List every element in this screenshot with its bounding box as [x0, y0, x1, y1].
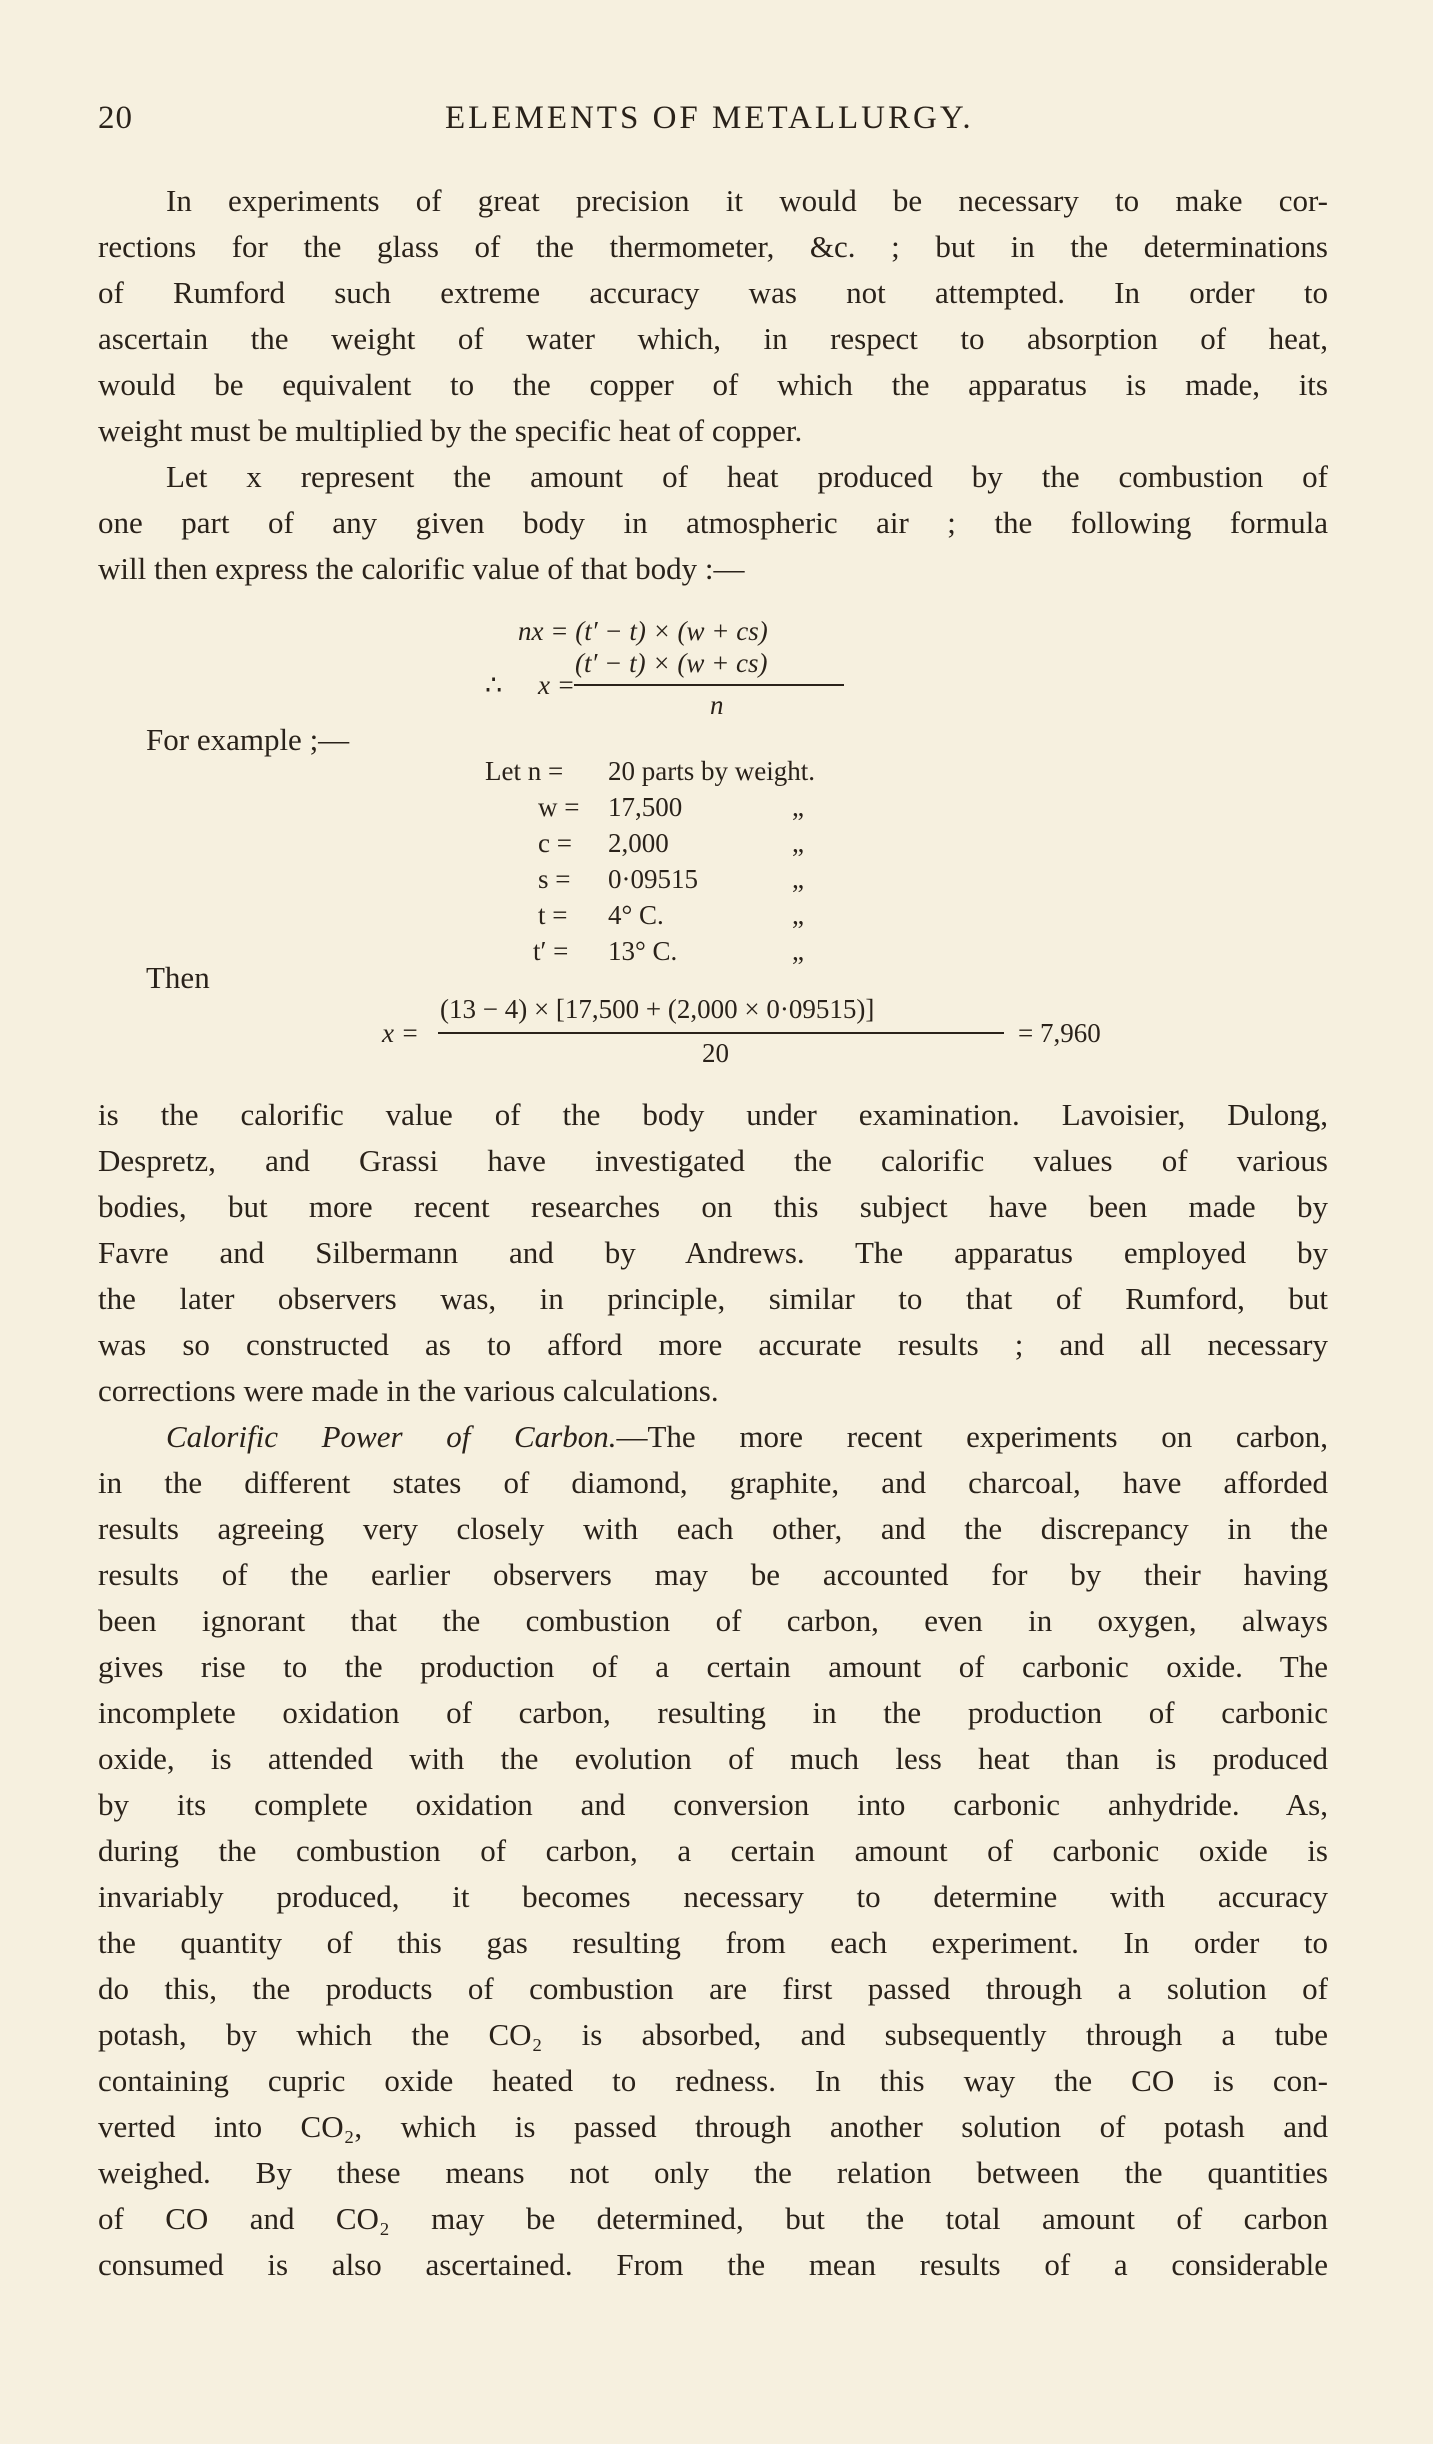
text-line: ascertain the weight of water which, in respect to absorption of heat, [98, 321, 1328, 356]
variable-lhs: s = [538, 864, 571, 894]
text-line: is the calorific value of the body under examination. Lavoisier, Dulong, [98, 1097, 1328, 1132]
formula-numerator: (t′ − t) × (w + cs) [575, 648, 768, 678]
ditto-mark: „ [792, 936, 804, 966]
text-line: oxide, is attended with the evolution of much less heat than is produced [98, 1741, 1328, 1776]
variable-value: 17,500 [608, 792, 683, 822]
text-line: one part of any given body in atmospheric air ; the following formula [98, 505, 1328, 540]
variable-value: 13° C. [608, 936, 678, 966]
therefore-symbol: ∴ [485, 670, 503, 700]
text-line: weighed. By these means not only the relation between the quantities [98, 2155, 1328, 2190]
fraction-bar [574, 684, 844, 686]
text-line: results agreeing very closely with each other, and the discrepancy in the [98, 1511, 1328, 1546]
variable-value: 4° C. [608, 900, 664, 930]
text-line: consumed is also ascertained. From the mean results of a considerable [98, 2247, 1328, 2282]
variable-value: 20 parts by weight. [608, 756, 815, 786]
formula-equation: nx = (t′ − t) × (w + cs) [518, 616, 768, 646]
text-line: containing cupric oxide heated to redness. In this way the CO is con- [98, 2063, 1328, 2098]
text-line: invariably produced, it becomes necessary to determine with accuracy [98, 1879, 1328, 1914]
text-line: weight must be multiplied by the specific heat of copper. [98, 413, 803, 448]
variable-lhs: c = [538, 828, 572, 858]
variable-value: 2,000 [608, 828, 669, 858]
section-heading: Calorific Power of Carbon. [166, 1419, 617, 1454]
variable-lhs: t′ = [533, 936, 569, 966]
text-line: bodies, but more recent researches on this subject have been made by [98, 1189, 1328, 1224]
calc-numerator: (13 − 4) × [17,500 + (2,000 × 0·09515)] [440, 994, 875, 1024]
text-line: by its complete oxidation and conversion into carbonic anhydride. As, [98, 1787, 1328, 1822]
text-line: of CO and CO₂ may be determined, but the total amount of carbon [98, 2201, 1328, 2236]
ditto-mark: „ [792, 828, 804, 858]
text-run: —The more recent experiments on carbon, [616, 1419, 1328, 1454]
text-line: been ignorant that the combustion of carbon, even in oxygen, always [98, 1603, 1328, 1638]
text-line: was so constructed as to afford more accurate results ; and all necessary [98, 1327, 1328, 1362]
calc-lhs: x = [382, 1018, 419, 1048]
fraction-bar [438, 1032, 1004, 1034]
paragraph-4 [98, 1414, 1328, 2288]
ditto-mark: „ [792, 900, 804, 930]
then-label: Then [146, 960, 210, 995]
text-line: the quantity of this gas resulting from each experiment. In order to [98, 1925, 1328, 1960]
text-line: potash, by which the CO₂ is absorbed, and subsequently through a tube [98, 2017, 1328, 2052]
text-line: the later observers was, in principle, similar to that of Rumford, but [98, 1281, 1328, 1316]
text-line: in the different states of diamond, graphite, and charcoal, have afforded [98, 1465, 1328, 1500]
text-line: corrections were made in the various calculations. [98, 1373, 719, 1408]
paragraph-1 [98, 178, 1328, 454]
text-line: will then express the calorific value of that body :— [98, 551, 745, 586]
text-line: Let x represent the amount of heat produced by the combustion of [166, 459, 1328, 494]
text-line: gives rise to the production of a certain amount of carbonic oxide. The [98, 1649, 1328, 1684]
text-line [98, 1414, 1328, 1460]
formula-denominator: n [710, 690, 724, 720]
formula-lhs: x = [538, 670, 575, 700]
text-line: of Rumford such extreme accuracy was not attempted. In order to [98, 275, 1328, 310]
text-line: verted into CO₂, which is passed through another solution of potash and [98, 2109, 1328, 2144]
ditto-mark: „ [792, 864, 804, 894]
text-line: Favre and Silbermann and by Andrews. The apparatus employed by [98, 1235, 1328, 1270]
calc-result: = 7,960 [1018, 1018, 1101, 1048]
variable-lhs: t = [538, 900, 568, 930]
ditto-mark: „ [792, 792, 804, 822]
text-line: results of the earlier observers may be accounted for by their having [98, 1557, 1328, 1592]
text-line: incomplete oxidation of carbon, resulting in the production of carbonic [98, 1695, 1328, 1730]
paragraph-3 [98, 1092, 1328, 1414]
variable-lhs: Let n = [485, 756, 564, 786]
text-line: during the combustion of carbon, a certain amount of carbonic oxide is [98, 1833, 1328, 1868]
example-label: For example ;— [146, 722, 350, 757]
running-title: ELEMENTS OF METALLURGY. [445, 100, 974, 136]
calc-denominator: 20 [702, 1038, 729, 1068]
text-line: do this, the products of combustion are first passed through a solution of [98, 1971, 1328, 2006]
variable-value: 0·09515 [608, 864, 698, 894]
text-line: In experiments of great precision it would be necessary to make cor- [166, 183, 1328, 218]
text-line: Despretz, and Grassi have investigated the calorific values of various [98, 1143, 1328, 1178]
page-number: 20 [98, 100, 133, 136]
text-line: would be equivalent to the copper of which the apparatus is made, its [98, 367, 1328, 402]
variable-lhs: w = [538, 792, 580, 822]
paragraph-2 [98, 454, 1328, 592]
text-line: rections for the glass of the thermometer, &c. ; but in the determinations [98, 229, 1328, 264]
